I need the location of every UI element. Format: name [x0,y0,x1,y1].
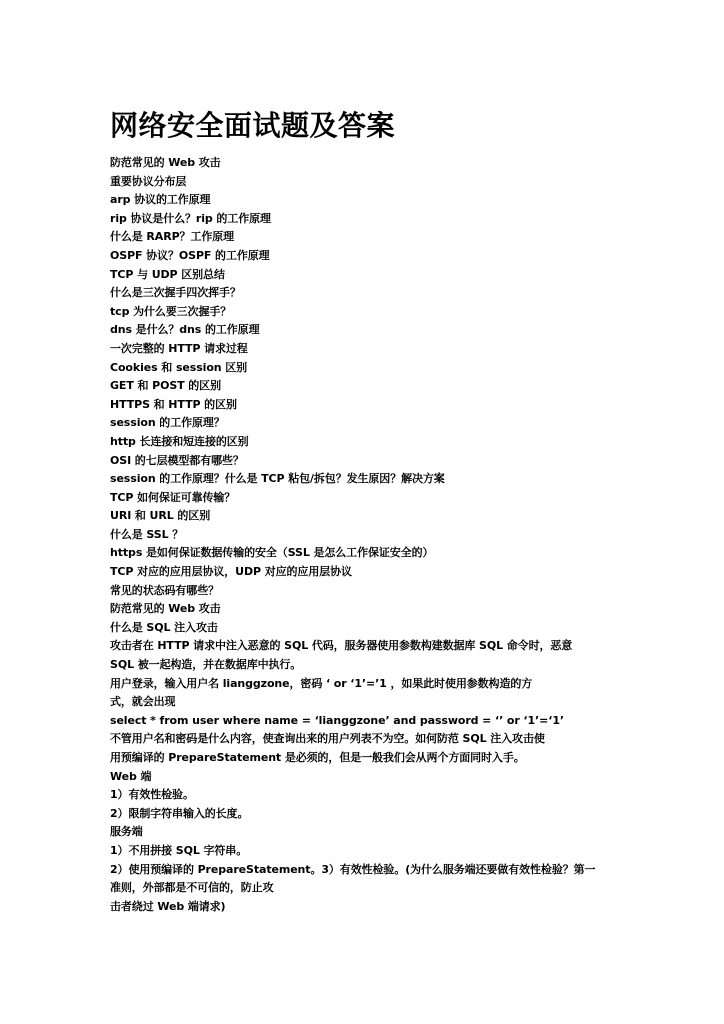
text-line: GET 和 POST 的区别 [110,379,221,393]
text-line: 服务端 [110,825,143,839]
text-line: TCP 如何保证可靠传输？ [110,490,236,504]
text-line: 一次完整的 HTTP 请求过程 [110,341,248,355]
text-line: 攻击者在 HTTP 请求中注入恶意的 SQL 代码，服务器使用参数构建数据库 SQL 命令时，恶意 [110,639,573,653]
text-line: 用户登录，输入用户名 lianggzone，密码 ‘ or ‘1’=’1 ，如果此时使用参数构造的方 [110,676,533,690]
text-line: Web 端 [110,769,152,783]
text-line: Cookies 和 session 区别 [110,360,248,374]
text-line: 不管用户名和密码是什么内容，使查询出来的用户列表不为空。如何防范 SQL 注入攻击使 [110,732,545,746]
text-line: OSI 的七层模型都有哪些？ [110,453,244,467]
text-line: HTTPS 和 HTTP 的区别 [110,397,237,411]
text-line: 防范常见的 Web 攻击 [110,602,221,616]
text-line: 1）有效性检验。 [110,788,194,802]
text-line: 准则，外部都是不可信的，防止攻 [110,881,274,895]
text-line: select * from user where name = ‘lianggzone’ and password = ‘’ or ‘1’=‘1’ [110,713,564,727]
text-line: 2）限制字符串输入的长度。 [110,806,249,820]
text-line: OSPF 协议？OSPF 的工作原理 [110,248,270,262]
text-line: 重要协议分布层 [110,174,187,188]
text-line: TCP 与 UDP 区别总结 [110,267,225,281]
text-line: 防范常见的 Web 攻击 [110,156,221,169]
text-line: 1）不用拼接 SQL 字符串。 [110,843,248,857]
text-line: URI 和 URL 的区别 [110,509,211,523]
text-line: https 是如何保证数据传输的安全（SSL 是怎么工作保证安全的） [110,546,434,560]
text-line: TCP 对应的应用层协议，UDP 对应的应用层协议 [110,565,352,579]
text-line: tcp 为什么要三次握手？ [110,304,232,318]
text-line: session 的工作原理？什么是 TCP 粘包/拆包？发生原因？解决方案 [110,472,445,486]
text-line: rip 协议是什么？rip 的工作原理 [110,211,271,225]
document-title: 网络安全面试题及答案 [110,109,396,142]
text-line: arp 协议的工作原理 [110,193,211,207]
text-line: 常见的状态码有哪些？ [110,583,219,597]
text-line: 什么是 SQL 注入攻击 [110,620,218,634]
document-body [110,154,615,916]
text-line: http 长连接和短连接的区别 [110,434,249,448]
document-page [110,106,615,916]
text-line: 什么是三次握手四次挥手？ [110,286,241,300]
text-line: dns 是什么？dns 的工作原理 [110,323,260,337]
text-line: 什么是 RARP？工作原理 [110,230,235,244]
text-line: session 的工作原理？ [110,416,225,430]
text-line: 用预编译的 PrepareStatement 是必须的，但是一般我们会从两个方面同时入手。 [110,751,525,764]
text-line: 什么是 SSL ？ [110,527,184,541]
text-line: SQL 被一起构造，并在数据库中执行。 [110,658,302,672]
text-line: 击者绕过 Web 端请求) [110,899,226,913]
text-line: 2）使用预编译的 PrepareStatement。3）有效性检验。(为什么服务端还要做有效性检验？第一 [110,862,596,876]
text-line: 式，就会出现 [110,695,176,709]
